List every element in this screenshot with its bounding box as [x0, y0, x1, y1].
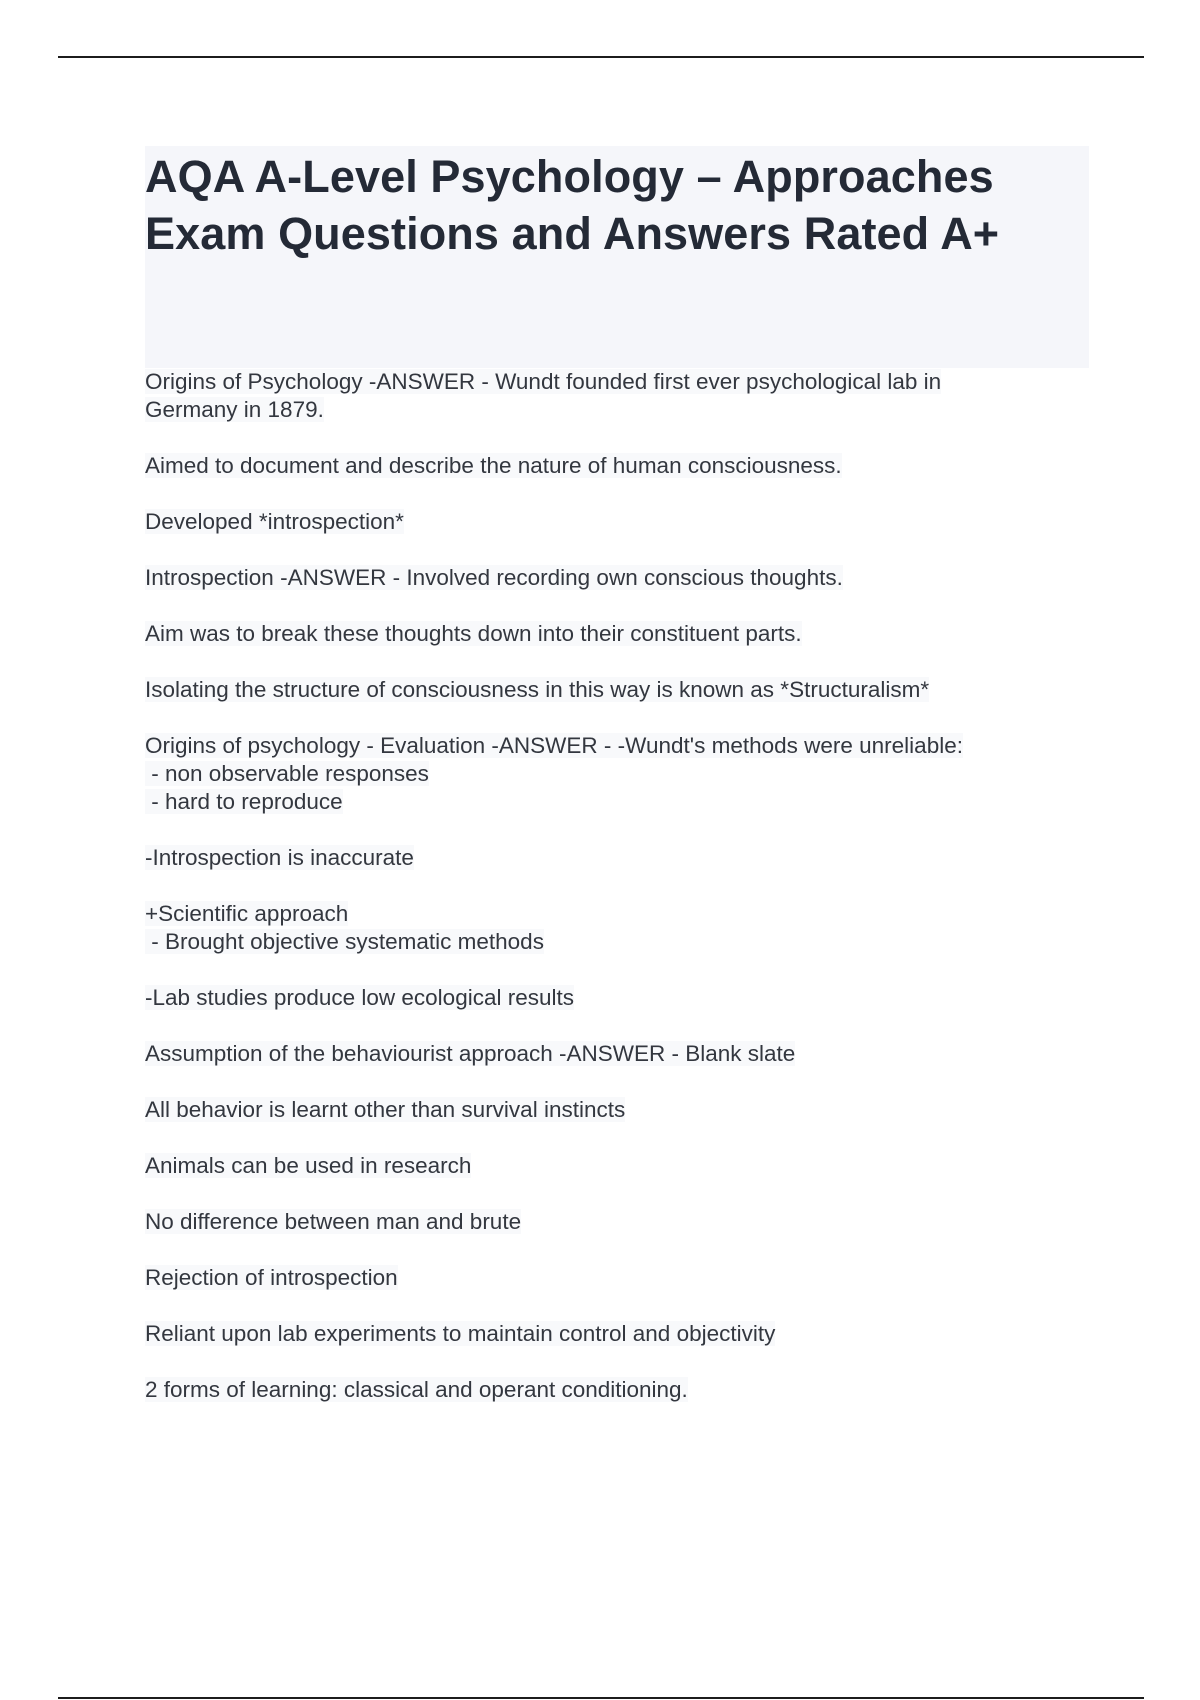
- document-title: [145, 146, 1089, 262]
- title-line-2: Exam Questions and Answers Rated A+: [145, 208, 1000, 259]
- paragraph-line: Introspection -ANSWER - Involved recording own conscious thoughts.: [145, 565, 843, 590]
- paragraph-line: Isolating the structure of consciousness in this way is known as *Structuralism*: [145, 677, 930, 702]
- paragraph-line: Germany in 1879.: [145, 397, 324, 422]
- paragraph-line: Aimed to document and describe the nature of human consciousness.: [145, 453, 842, 478]
- paragraph: [145, 620, 1089, 648]
- paragraph-line: Origins of psychology - Evaluation -ANSWER - -Wundt's methods were unreliable:: [145, 733, 963, 758]
- paragraph-line: Animals can be used in research: [145, 1153, 472, 1178]
- title-block: [145, 146, 1089, 368]
- paragraph: [145, 452, 1089, 480]
- title-line-1: AQA A-Level Psychology – Approaches: [145, 151, 994, 202]
- paragraph-line: -Introspection is inaccurate: [145, 845, 414, 870]
- paragraph: [145, 1040, 1089, 1068]
- bottom-rule: [58, 1697, 1144, 1699]
- paragraph: [145, 1208, 1089, 1236]
- top-rule: [58, 56, 1144, 58]
- paragraph-line: - Brought objective systematic methods: [145, 929, 544, 954]
- paragraph-line: All behavior is learnt other than survival instincts: [145, 1097, 626, 1122]
- paragraph-line: Developed *introspection*: [145, 509, 404, 534]
- paragraph: [145, 508, 1089, 536]
- paragraph: [145, 984, 1089, 1012]
- paragraph: [145, 732, 1089, 816]
- paragraph: [145, 844, 1089, 872]
- paragraph-line: +Scientific approach: [145, 901, 349, 926]
- paragraph: [145, 676, 1089, 704]
- paragraph: [145, 1376, 1089, 1404]
- paragraph: [145, 1096, 1089, 1124]
- paragraph: [145, 1152, 1089, 1180]
- paragraph-line: -Lab studies produce low ecological results: [145, 985, 574, 1010]
- paragraph: [145, 1264, 1089, 1292]
- paragraph: [145, 564, 1089, 592]
- paragraph: [145, 900, 1089, 956]
- paragraph-line: No difference between man and brute: [145, 1209, 522, 1234]
- paragraph-line: - hard to reproduce: [145, 789, 343, 814]
- paragraph: [145, 368, 1089, 424]
- paragraph-line: Assumption of the behaviourist approach -ANSWER - Blank slate: [145, 1041, 796, 1066]
- paragraph-line: Rejection of introspection: [145, 1265, 398, 1290]
- paragraph-line: Reliant upon lab experiments to maintain control and objectivity: [145, 1321, 776, 1346]
- paragraph-line: - non observable responses: [145, 761, 429, 786]
- paragraph-line: 2 forms of learning: classical and operant conditioning.: [145, 1377, 688, 1402]
- document-body: [145, 368, 1089, 1432]
- paragraph-line: Aim was to break these thoughts down into their constituent parts.: [145, 621, 802, 646]
- paragraph: [145, 1320, 1089, 1348]
- paragraph-line: Origins of Psychology -ANSWER - Wundt founded first ever psychological lab in: [145, 369, 942, 394]
